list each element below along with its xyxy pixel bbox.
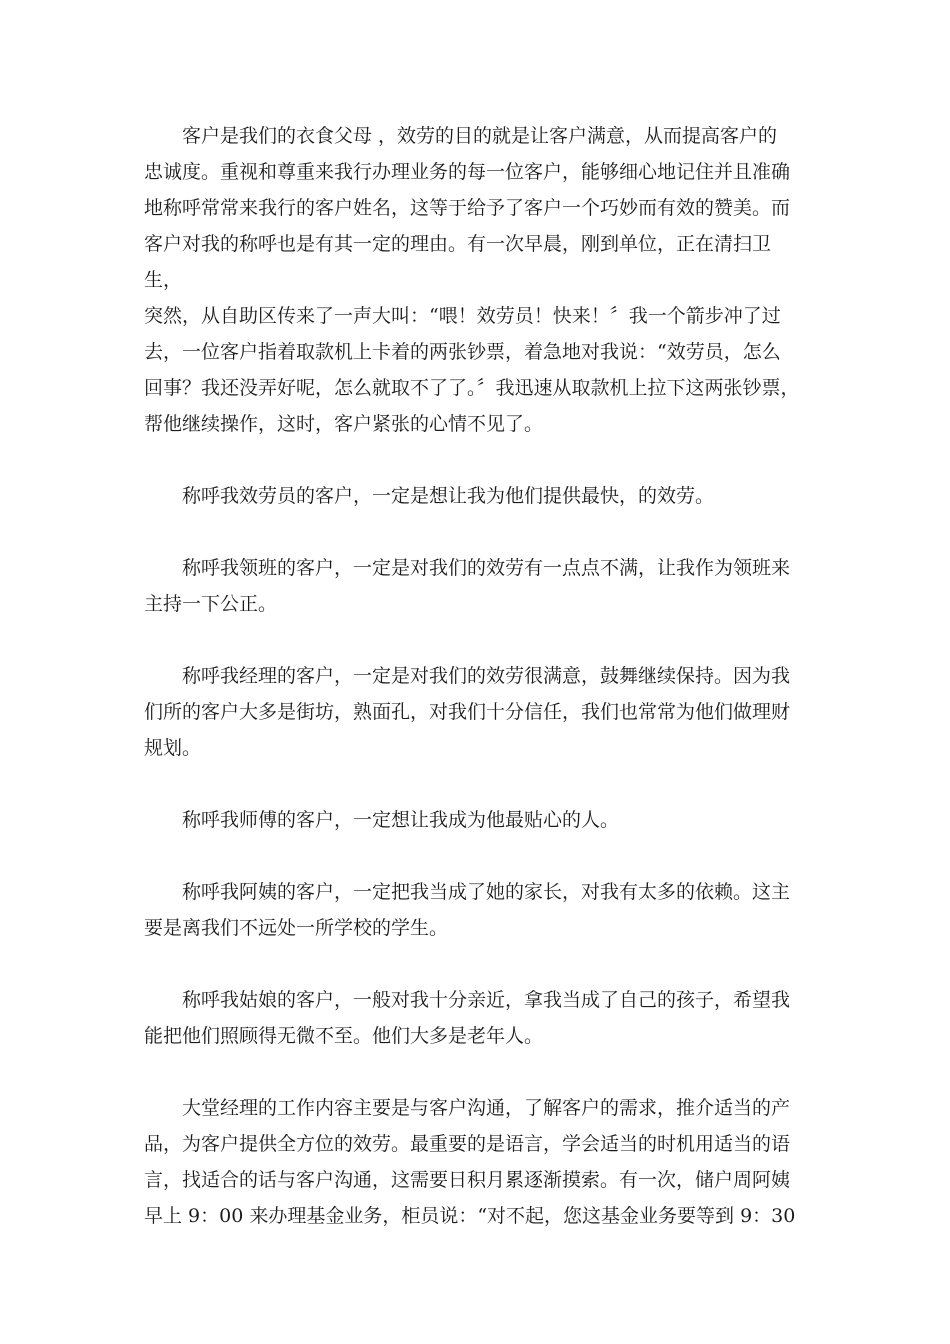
paragraph-spacer xyxy=(144,946,808,982)
paragraph-spacer xyxy=(144,622,808,658)
paragraph-spacer xyxy=(144,514,808,550)
paragraph-called-attendant: 称呼我效劳员的客户，一定是想让我为他们提供最快，的效劳。 xyxy=(182,485,715,507)
paragraph-called-girl: 称呼我姑娘的客户，一般对我十分亲近，拿我当成了自己的孩子，希望我 能把他们照顾得无微不至。他们大多是老年人。 xyxy=(144,989,791,1047)
paragraph-called-foreman: 称呼我领班的客户，一定是对我们的效劳有一点点不满，让我作为领班来 主持一下公正。 xyxy=(144,557,791,615)
paragraph-called-manager: 称呼我经理的客户，一定是对我们的效劳很满意，鼓舞继续保持。因为我 们所的客户大多是街坊，熟面孔，对我们十分信任，我们也常常为他们做理财 规划。 xyxy=(144,665,791,759)
paragraph-spacer xyxy=(144,1054,808,1090)
document-body xyxy=(144,118,808,1234)
paragraph-spacer xyxy=(144,766,808,802)
paragraph-spacer xyxy=(144,442,808,478)
paragraph-spacer xyxy=(144,838,808,874)
paragraph-called-auntie: 称呼我阿姨的客户，一定把我当成了她的家长，对我有太多的依赖。这主 要是离我们不远处一所学校的学生。 xyxy=(144,881,791,939)
paragraph-lobby-manager: 大堂经理的工作内容主要是与客户沟通，了解客户的需求，推介适当的产 品，为客户提供全方位的效劳。最重要的是语言，学会适当的时机用适当的语 言，找适合的话与客户沟通，这需要日积月累逐渐摸索。有一次，储户周阿姨 早上 9：00 来办理基金业务，柜员说：“对不起，您这基金业务要等到 9：30 xyxy=(144,1097,796,1227)
paragraph-called-master: 称呼我师傅的客户，一定想让我成为他最贴心的人。 xyxy=(182,809,620,831)
paragraph-customer-parents: 客户是我们的衣食父母 ，效劳的目的就是让客户满意，从而提高客户的 忠诚度。重视和尊重来我行办理业务的每一位客户，能够细心地记住并且准确 地称呼常常来我行的客户姓名，这等于给予了客户一个巧妙而有效的赞美。而 客户对我的称呼也是有其一定的理由。有一次早晨，刚到单位，正在清扫卫生， 突然，从自助区传来了一声大叫：“喂！效劳员！快来！〞我一个箭步冲了过 去，一位客户指着取款机上卡着的两张钞票，着急地对我说：“效劳员，怎么 回事？我还没弄好呢，怎么就取不了了。〞我迅速从取款机上拉下这两张钞票， 帮他继续操作，这时，客户紧张的心情不见了。 xyxy=(144,125,800,435)
